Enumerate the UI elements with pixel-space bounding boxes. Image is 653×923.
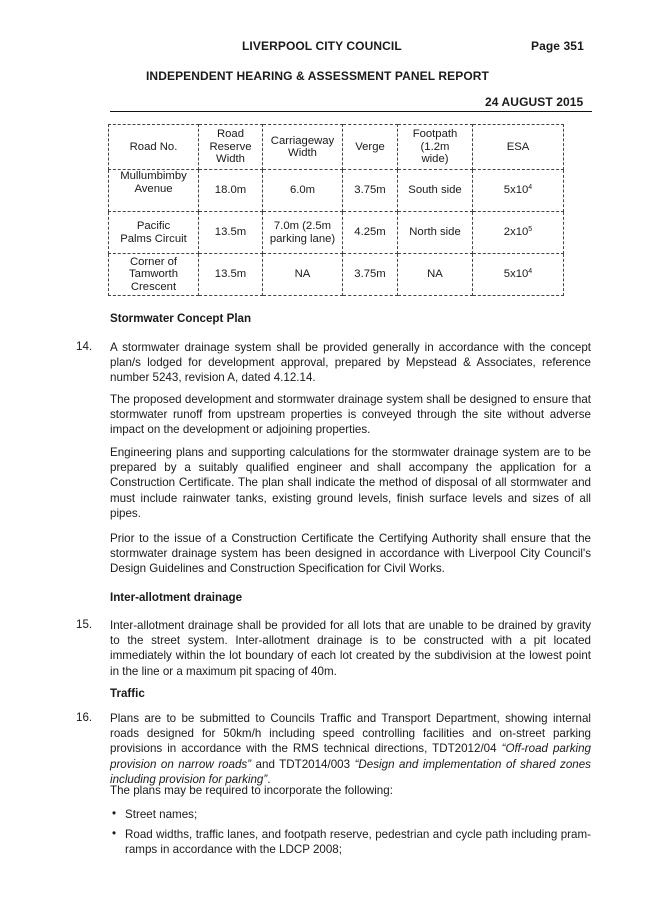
interallotment-heading: Inter-allotment drainage — [110, 591, 243, 604]
list-item: Street names; — [125, 808, 198, 821]
item-14-paragraph-2: The proposed development and stormwater drainage system shall be designed to ensure that stormwater runoff from upstream properties is conveyed through the site without adverse impact on the development or adjoining properties. — [110, 393, 591, 437]
council-name: LIVERPOOL CITY COUNCIL — [242, 39, 402, 53]
bullet-marker: • — [112, 807, 117, 820]
col-road-reserve-width: Road Reserve Width — [199, 125, 263, 170]
table-row: Pacific Palms Circuit 13.5m 7.0m (2.5m parking lane) 4.25m North side $2x10^5$ — [109, 212, 564, 254]
table-header-row — [109, 125, 564, 170]
road-parameters-table — [108, 124, 564, 296]
report-date: 24 AUGUST 2015 — [485, 95, 584, 109]
col-verge: Verge — [343, 125, 398, 170]
col-carriageway-width: Carriageway Width — [263, 125, 343, 170]
item-14-paragraph-4: Prior to the issue of a Construction Certificate the Certifying Authority shall ensure that the stormwater drainage system has been designed in accordance with Liverpool City Council's Design Guidelines and Construction Specification for Civil Works. — [110, 532, 591, 576]
item-14-paragraph-1: A stormwater drainage system shall be provided generally in accordance with the concept plan/s lodged for development approval, prepared by Mepstead & Associates, reference number 5243, revision A, dated 4.12.14. — [110, 341, 591, 385]
item-16-paragraph-1: Plans are to be submitted to Councils Traffic and Transport Department, showing internal roads designed for 50km/h including speed controlling facilities and on-street parking provisions in accordance with the RMS technical directions, TDT2012/04 “Off-road parking provision on narrow roads” and TDT2014/003 “Design and implementation of shared zones including provision for parking”. — [110, 712, 591, 786]
page-number: Page 351 — [531, 39, 584, 53]
stormwater-heading: Stormwater Concept Plan — [110, 312, 252, 325]
item-16-paragraph-2: The plans may be required to incorporate the following: — [110, 784, 393, 797]
table-row: Corner of Tamworth Crescent 13.5m NA 3.75m NA $5x10^4$ — [109, 254, 564, 296]
item-15-paragraph-1: Inter-allotment drainage shall be provided for all lots that are unable to be drained by gravity to the street system. Inter-allotment drainage is to be constructed with a pit located immediately within the lot boundary of each lot created by the subdivision at the lowest point in the line or a maximum pit spacing of 40m. — [110, 619, 591, 678]
item-number-14: 14. — [76, 340, 93, 353]
col-road-no: Road No. — [109, 125, 199, 170]
list-item: Road widths, traffic lanes, and footpath reserve, pedestrian and cycle path including pram-ramps in accordance with the LDCP 2008; — [125, 828, 591, 857]
item-number-15: 15. — [76, 618, 93, 631]
item-number-16: 16. — [76, 711, 93, 724]
bullet-marker: • — [112, 827, 117, 840]
col-footpath: Footpath (1.2m wide) — [398, 125, 473, 170]
header-divider — [110, 111, 592, 112]
table-row: Mullumbimby Avenue 18.0m 6.0m 3.75m South side $5x10^4$ — [109, 170, 564, 212]
traffic-heading: Traffic — [110, 687, 145, 700]
item-14-paragraph-3: Engineering plans and supporting calculations for the stormwater drainage system are to be prepared by a suitably qualified engineer and shall accompany the application for a Construction Certificate. The plan shall indicate the method of disposal of all stormwater and must include rainwater tanks, existing ground levels, finish surface levels and sizes of all pipes. — [110, 446, 591, 520]
report-title: INDEPENDENT HEARING & ASSESSMENT PANEL REPORT — [146, 69, 489, 83]
col-esa: ESA — [473, 125, 564, 170]
